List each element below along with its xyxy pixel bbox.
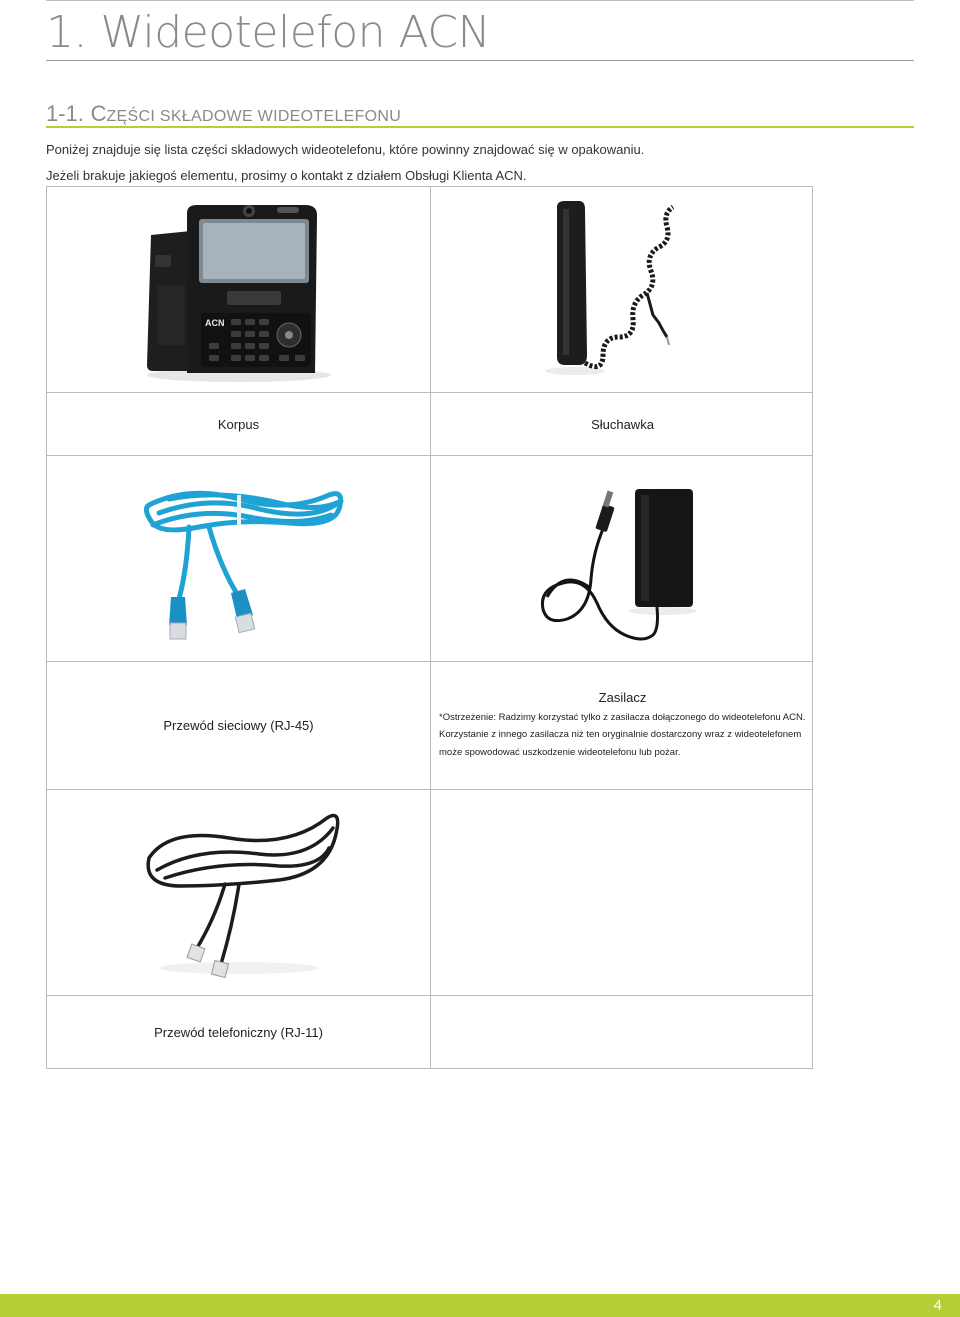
phone-cable-image-cell	[47, 790, 430, 995]
handset-label: Słuchawka	[591, 416, 654, 432]
network-cable-image-cell	[47, 456, 430, 661]
power-supply-image-cell	[431, 456, 814, 661]
power-supply-image	[523, 469, 723, 649]
network-cable-image	[129, 469, 349, 649]
handset-image-cell	[431, 187, 814, 392]
phone-cable-label: Przewód telefoniczny (RJ-11)	[154, 1024, 323, 1040]
parts-table	[46, 186, 813, 1069]
base-label: Korpus	[217, 416, 260, 432]
section-rule	[46, 126, 914, 128]
power-supply-label: Zasilacz	[598, 689, 647, 705]
section-title-rest: ZĘŚCI SKŁADOWE WIDEOTELEFONU	[106, 108, 402, 125]
videophone-base-image	[139, 195, 339, 385]
title-rule	[46, 60, 914, 61]
base-image-cell	[47, 187, 430, 392]
intro-line-2: Jeżeli brakuje jakiegoś elementu, prosimy o kontakt z działem Obsługi Klienta ACN.	[46, 168, 527, 183]
page-number: 4	[933, 1297, 942, 1314]
base-brand-label: ACN	[204, 317, 224, 328]
power-supply-info	[431, 662, 814, 789]
top-rule	[46, 0, 914, 1]
footer-bar	[0, 1294, 960, 1317]
intro-line-1: Poniżej znajduje się lista części składowych wideotelefonu, które powinny znajdować się w opakowaniu.	[46, 142, 645, 157]
network-cable-label: Przewód sieciowy (RJ-45)	[163, 718, 314, 733]
power-supply-warning: *Ostrzeżenie: Radzimy korzystać tylko z zasilacza dołączonego do wideotelefonu ACN. Korzystanie z innego zasilacza niż ten oryginalnie dostarczony wraz z wideotelefonem może spowodować uszkodzenie wideotelefonu lub pożar.	[439, 711, 806, 758]
section-number: 1-1.	[46, 101, 84, 126]
chapter-title: 1. Wideotelefon ACN	[46, 7, 491, 58]
section-title-initial: C	[90, 101, 107, 126]
phone-cable-image	[129, 798, 349, 988]
handset-image	[523, 195, 723, 385]
